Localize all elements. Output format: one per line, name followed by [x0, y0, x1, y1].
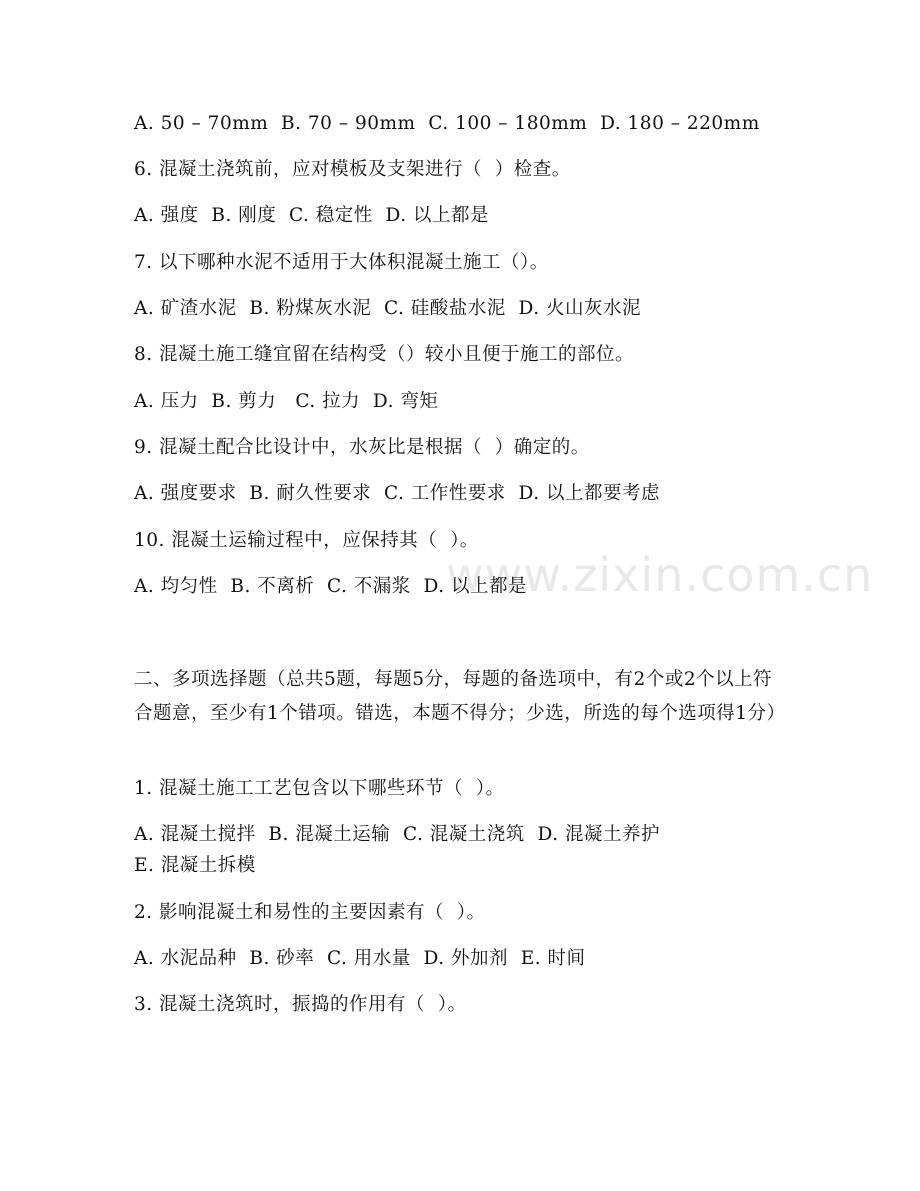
mq1-options-cont: E. 混凝土拆模 [134, 855, 256, 876]
q5-options: A. 50 – 70mm B. 70 – 90mm C. 100 – 180mm D. 180 – 220mm [134, 113, 760, 134]
watermark: www.zixin.com.cn [446, 548, 874, 602]
question-7: 7. 以下哪种水泥不适用于大体积混凝土施工（）。 [134, 252, 549, 273]
q6-options: A. 强度 B. 刚度 C. 稳定性 D. 以上都是 [134, 205, 489, 226]
q7-options: A. 矿渣水泥 B. 粉煤灰水泥 C. 硅酸盐水泥 D. 火山灰水泥 [134, 298, 641, 319]
question-9: 9. 混凝土配合比设计中，水灰比是根据（ ）确定的。 [134, 437, 590, 458]
q10-options: A. 均匀性 B. 不离析 C. 不漏浆 D. 以上都是 [134, 576, 527, 597]
multi-question-1: 1. 混凝土施工工艺包含以下哪些环节（ ）。 [134, 778, 505, 799]
section-2-heading: 二、多项选择题（总共5题，每题5分，每题的备选项中，有2个或2个以上符合题意，至少有1个错项。错选，本题不得分；少选，所选的每个选项得1分） [134, 669, 786, 724]
q9-options: A. 强度要求 B. 耐久性要求 C. 工作性要求 D. 以上都要考虑 [134, 483, 660, 504]
mq2-options: A. 水泥品种 B. 砂率 C. 用水量 D. 外加剂 E. 时间 [134, 948, 586, 969]
question-8: 8. 混凝土施工缝宜留在结构受（）较小且便于施工的部位。 [134, 344, 635, 365]
question-6: 6. 混凝土浇筑前，应对模板及支架进行（ ）检查。 [134, 159, 571, 180]
question-10: 10. 混凝土运输过程中，应保持其（ ）。 [134, 530, 479, 551]
multi-question-2: 2. 影响混凝土和易性的主要因素有（ ）。 [134, 902, 486, 923]
mq1-options: A. 混凝土搅拌 B. 混凝土运输 C. 混凝土浇筑 D. 混凝土养护 [134, 824, 660, 845]
multi-question-3: 3. 混凝土浇筑时，振捣的作用有（ ）。 [134, 994, 467, 1015]
q8-options: A. 压力 B. 剪力 C. 拉力 D. 弯矩 [134, 391, 439, 412]
